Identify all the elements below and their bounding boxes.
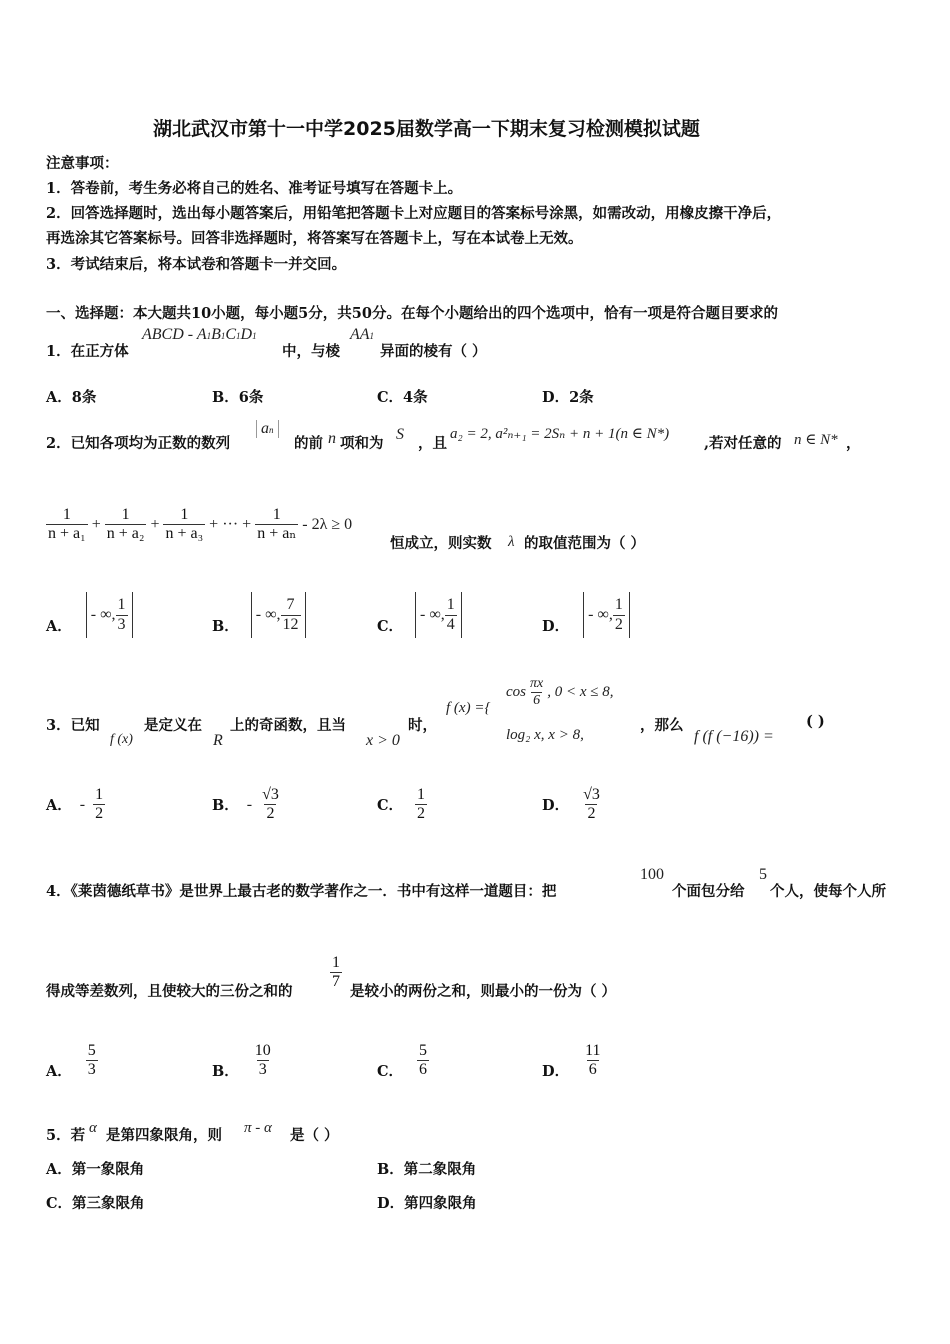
question-5-text: 是第四象限角，则 <box>106 1127 222 1144</box>
question-3-text: ，那么 <box>640 717 684 734</box>
q2-option-d[interactable]: D． - ∞, $\frac{1}{2}$ <box>542 592 630 638</box>
notice-item: 再选涂其它答案标号。回答非选择题时，将答案写在答题卡上，写在本试卷上无效。 <box>46 230 583 247</box>
notice-item: 3．考试结束后，将本试卷和答题卡一并交回。 <box>46 256 347 273</box>
question-4-text: 个面包分给 <box>672 883 745 900</box>
q5-option-a[interactable]: A．第一象限角 <box>46 1161 145 1178</box>
q4-option-c[interactable]: C． $\frac{5}{6}$ <box>377 1041 428 1080</box>
question-4-number: 5 <box>759 866 767 883</box>
question-2-text: 的取值范围为（ ） <box>524 535 646 552</box>
question-2-text: 恒成立，则实数 <box>390 535 492 552</box>
question-3-piece-1: cos $\frac{\pi x}{6}$ , 0 < x ≤ 8, <box>506 676 614 709</box>
notice-heading: 注意事项： <box>46 155 119 172</box>
q1-option-a[interactable]: A．8条 <box>46 389 97 406</box>
question-2-n: n <box>328 430 336 447</box>
q4-option-b[interactable]: B． $\frac{10}{3}$ <box>212 1041 271 1080</box>
question-1-edge: AA1 <box>350 326 375 343</box>
q2-option-c[interactable]: C． - ∞, $\frac{1}{4}$ <box>377 592 462 638</box>
q2-option-a[interactable]: A． - ∞, $\frac{1}{3}$ <box>46 592 133 638</box>
question-4-fraction: $\frac{1}{7}$ <box>332 954 340 991</box>
q5-option-c[interactable]: C．第三象限角 <box>46 1195 145 1212</box>
question-3-text: 是定义在 <box>144 717 202 734</box>
question-4-line-1: 4．《莱茵德纸草书》是世界上最古老的数学著作之一．书中有这样一道题目：把 <box>46 883 557 900</box>
question-3-R: R <box>213 732 223 749</box>
q2-option-b[interactable]: B． - ∞, $\frac{7}{12}$ <box>212 592 306 638</box>
question-1-stem: 1．在正方体 <box>46 343 129 360</box>
section-heading: 一、选择题：本大题共10小题，每小题5分，共50分。在每个小题给出的四个选项中，恰有一项是符合题目要求的 <box>46 305 778 322</box>
question-2-seq: an <box>256 420 279 438</box>
question-5-expr: π - α <box>244 1120 272 1136</box>
question-3-text: ( ) <box>806 713 825 730</box>
question-1-end: 异面的棱有（ ） <box>380 343 487 360</box>
question-4-text: 个人，使每个人所 <box>770 883 886 900</box>
q1-option-b[interactable]: B．6条 <box>212 389 264 406</box>
question-2-text: ,若对任意的 <box>704 435 782 452</box>
notice-item: 1．答卷前，考生务必将自己的姓名、准考证号填写在答题卡上。 <box>46 180 463 197</box>
question-2-lambda: λ <box>508 534 515 550</box>
q3-option-c[interactable]: C． $\frac{1}{2}$ <box>377 786 426 823</box>
question-1-cube: ABCD - A1B1C1D1 <box>142 326 257 343</box>
q1-option-c[interactable]: C．4条 <box>377 389 428 406</box>
question-2-inequality: $\frac{1}{\text{n + a₁}}$ + $\frac{1}{\text{n + a₂}}$ + $\frac{1}{\text{n + a₃}}$ + ··· + $\frac{1}{\text{n + aₙ}}$ - 2λ ≥ 0 <box>48 506 353 543</box>
question-5-alpha: α <box>89 1120 97 1136</box>
question-2-text: 项和为 <box>340 435 384 452</box>
question-4-line-2: 得成等差数列，且使较大的三份之和的 <box>46 983 293 1000</box>
question-2-S: S <box>396 426 404 443</box>
q3-option-d[interactable]: D． $\frac{√3}{2}$ <box>542 786 600 823</box>
q5-option-b[interactable]: B．第二象限角 <box>377 1161 477 1178</box>
question-3-fx: f (x) <box>110 732 133 747</box>
question-3-piece-2: log₂ x, x > 8, <box>506 727 584 743</box>
question-3-piecewise-lhs: f (x) ={ <box>446 700 491 716</box>
question-2-condition2: n ∈ N* <box>794 432 838 448</box>
question-1-mid: 中，与棱 <box>282 343 340 360</box>
question-3-cond: x > 0 <box>366 732 400 749</box>
question-2-text: 的前 <box>294 435 323 452</box>
q1-option-d[interactable]: D．2条 <box>542 389 594 406</box>
question-3-text: 时， <box>408 717 437 734</box>
notice-item: 2．回答选择题时，选出每小题答案后，用铅笔把答题卡上对应题目的答案标号涂黑，如需改动，用橡皮擦干净后， <box>46 205 782 222</box>
q3-option-b[interactable]: B． - $\frac{√3}{2}$ <box>212 786 279 823</box>
question-5-stem: 5．若 <box>46 1127 86 1144</box>
q4-option-a[interactable]: A． $\frac{5}{3}$ <box>46 1041 96 1080</box>
question-2-condition: a₂ = 2, a²ₙ₊₁ = 2Sₙ + n + 1(n ∈ N*) <box>450 426 670 442</box>
question-3-text: 上的奇函数，且当 <box>230 717 346 734</box>
q4-option-d[interactable]: D． $\frac{11}{6}$ <box>542 1041 601 1080</box>
question-3-expr: f (f (−16)) = <box>694 728 774 745</box>
question-2-text: ， <box>846 435 861 452</box>
q5-option-d[interactable]: D．第四象限角 <box>377 1195 477 1212</box>
question-2-stem: 2．已知各项均为正数的数列 <box>46 435 231 452</box>
question-4-number: 100 <box>640 866 664 883</box>
question-4-line-2b: 是较小的两份之和，则最小的一份为（ ） <box>350 983 617 1000</box>
question-3-stem: 3．已知 <box>46 717 100 734</box>
q3-option-a[interactable]: A． - $\frac{1}{2}$ <box>46 786 104 823</box>
question-2-text: ，且 <box>418 435 447 452</box>
question-5-text: 是（ ） <box>290 1127 339 1144</box>
page-title: 湖北武汉市第十一中学2025届数学高一下期末复习检测模拟试题 <box>153 118 700 140</box>
